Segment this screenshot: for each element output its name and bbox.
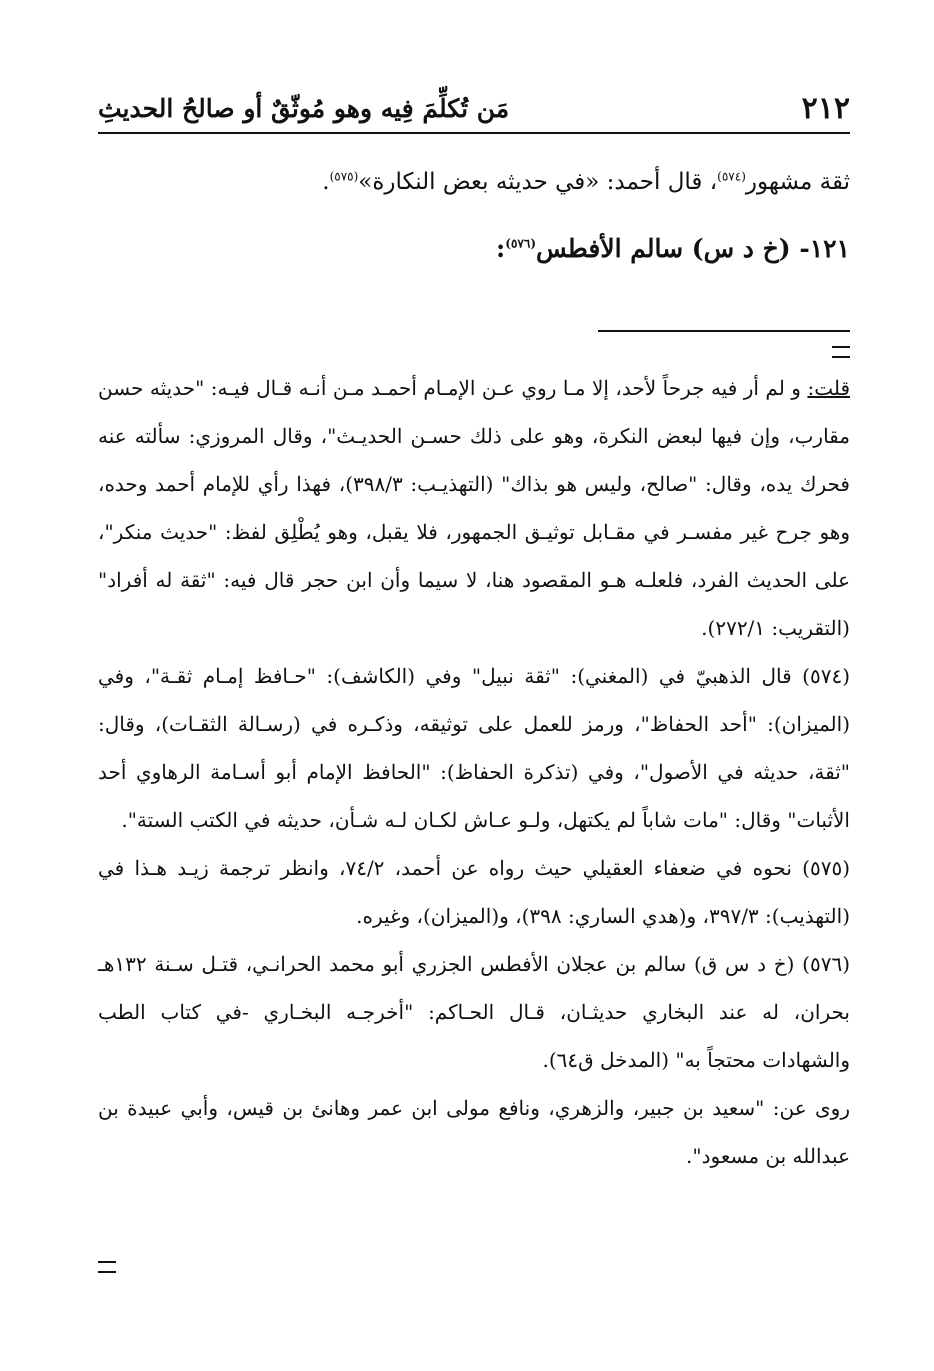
comment-label: قلت: bbox=[807, 376, 851, 400]
main-paragraph bbox=[98, 158, 850, 206]
main-text-part: . bbox=[322, 169, 330, 195]
entry-title: ١٢١- (خ د س) سالم الأفطس bbox=[536, 234, 850, 263]
main-text bbox=[98, 158, 850, 278]
footnote-574: (٥٧٤) قال الذهبيّ في (المغني): "ثقة نبيل" وفي (الكاشف): "حـافظ إمـام ثقـة"، وفي (الميزان): "أحد الحفاظ"، ورمز للعمل على توثيقه، وذكـره في (رسـالة الثقـات)، وقال: "ثقة، حديثه في الأصول"، وفي (تذكرة الحفاظ): "الحافظ الإمام أبو أسـامة الرهاوي أحد الأثبات" وقال: "مات شاباً لم يكتهل، ولـو عـاش لكـان لـه شـأن، حديثه في الكتب الستة". bbox=[98, 664, 850, 832]
footnote-ref[interactable]: (٥٧٦) bbox=[505, 236, 536, 251]
entry-title-end: : bbox=[496, 234, 506, 263]
narrated-from-note: روى عن: "سعيد بن جبير، والزهري، ونافع مولى ابن عمر وهانئ بن قيس، وأبي عبيدة بن عبدالله بن مسعود". bbox=[98, 1096, 850, 1168]
footnote-576: (٥٧٦) (خ د س ق) سالم بن عجلان الأفطس الجزري أبو محمد الحرانـي، قتـل سـنة ١٣٢هـ بحران، له عند البخاري حديثـان، قـال الحـاكم: "أخرجـه البخـاري -في كتاب الطب والشهادات محتجاً به" (المدخل ق٦٤). bbox=[98, 952, 850, 1072]
double-rule-mark bbox=[832, 346, 850, 358]
running-header bbox=[98, 84, 850, 134]
footnotes bbox=[98, 364, 850, 1180]
commentary-note bbox=[98, 364, 850, 652]
footnote-ref[interactable]: (٥٧٤) bbox=[717, 169, 746, 184]
entry-heading bbox=[98, 220, 850, 278]
page-number: ٢١٢ bbox=[801, 90, 850, 126]
footnote-575: (٥٧٥) نحوه في ضعفاء العقيلي حيث رواه عن أحمد، ٧٤/٢، وانظر ترجمة زيـد هـذا في (التهذيب): ٣٩٧/٣، و(هدي الساري: ٣٩٨)، و(الميزان)، وغيره. bbox=[98, 856, 850, 928]
running-title: مَن تُكلِّمَ فِيه وهو مُوثّقٌ أو صالحُ الحديثِ bbox=[98, 93, 510, 123]
main-text-part: ، قال أحمد: «في حديثه بعض النكارة» bbox=[358, 169, 718, 195]
main-text-part: ثقة مشهور bbox=[745, 169, 850, 195]
comment-text: و لم أر فيه جرحاً لأحد، إلا مـا روي عـن الإمـام أحمـد مـن أنـه قـال فيـه: "حديثه حسن مقارب، وإن فيها لبعض النكرة، وهو على ذلك حسـن الحديـث"، وقال المروزي: سألته عنه فحرك يده، وقال: "صالح، وليس هو بذاك" (التهذيـب: ٣٩٨/٣)، فهذا رأي للإمام أحمد وحده، وهو جرح غير مفسـر في مقـابل توثيـق الجمهور، فلا يقبل، وهو يُطْلِق لفظ: "حديث منكر"، على الحديث الفرد، فلعلـه هـو المقصود هنا، لا سيما وأن ابن حجر قال فيه: "ثقة له أفراد" (التقريب: ٢٧٢/١). bbox=[98, 376, 850, 640]
footnote-separator bbox=[598, 330, 850, 332]
footnote-ref[interactable]: (٥٧٥) bbox=[329, 169, 359, 184]
double-rule-mark bbox=[98, 1261, 116, 1273]
